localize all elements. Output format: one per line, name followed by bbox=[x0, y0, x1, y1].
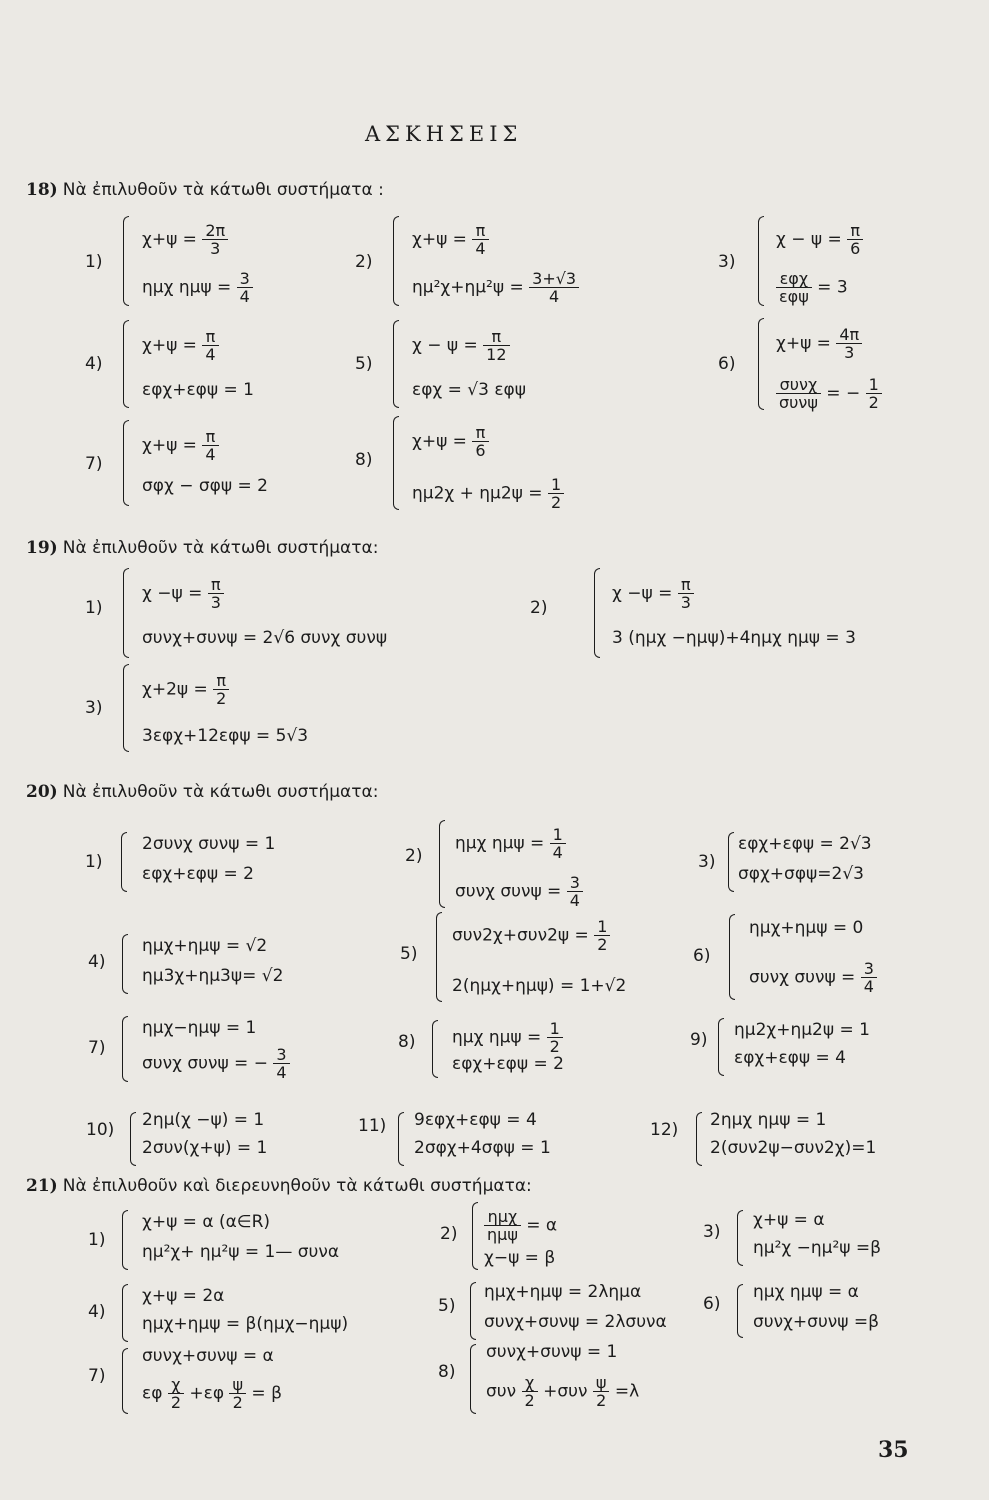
brace bbox=[393, 416, 399, 510]
equation-2: 3εφχ+12εφψ = 5√3 bbox=[142, 726, 309, 746]
equation-2: εφχ+εφψ = 2 bbox=[452, 1054, 564, 1074]
equation-1: χ+ψ = $\frac{\pi}{6}$ bbox=[412, 424, 489, 459]
equation-2: συν $\frac{\chi}{2}$ +συν $\frac{\psi}{2}$ =λ bbox=[486, 1373, 640, 1410]
equation-2: συνχ συνψ = $\frac{3}{4}$ bbox=[455, 874, 583, 909]
system-label: 8) bbox=[398, 1032, 416, 1052]
equation-2: ημχ+ημψ = β(ημχ−ημψ) bbox=[142, 1314, 349, 1334]
equation-2: 2συν(χ+ψ) = 1 bbox=[142, 1138, 268, 1158]
equation-2: ημ²χ+ημ²ψ = $\frac{3+√3}{4}$ bbox=[412, 270, 579, 305]
equation-1: συνχ+συνψ = α bbox=[142, 1346, 274, 1366]
page-number: 35 bbox=[878, 1437, 909, 1463]
system-label: 1) bbox=[85, 252, 103, 272]
equation-1: 2ημχ ημψ = 1 bbox=[710, 1110, 827, 1130]
brace bbox=[737, 1210, 743, 1266]
brace bbox=[123, 216, 129, 306]
equation-2: εφχ+εφψ = 1 bbox=[142, 380, 254, 400]
brace bbox=[696, 1112, 702, 1166]
exercise-20-heading bbox=[26, 782, 378, 802]
brace bbox=[718, 1018, 724, 1076]
equation-2: 2(συν2ψ−συν2χ)=1 bbox=[710, 1138, 877, 1158]
system-label: 6) bbox=[703, 1294, 721, 1314]
equation-1: χ −ψ = $\frac{\pi}{3}$ bbox=[612, 576, 694, 611]
equation-1: χ+ψ = α (α∈R) bbox=[142, 1212, 271, 1232]
equation-2: ημ²χ+ ημ²ψ = 1— συνα bbox=[142, 1242, 340, 1262]
brace bbox=[398, 1112, 404, 1166]
brace bbox=[728, 832, 734, 892]
system-label: 2) bbox=[355, 252, 373, 272]
system-label: 3) bbox=[703, 1222, 721, 1242]
system-label: 12) bbox=[650, 1120, 679, 1140]
system-label: 10) bbox=[86, 1120, 115, 1140]
brace bbox=[594, 568, 600, 658]
equation-1: χ+ψ = $\frac{\pi}{4}$ bbox=[142, 428, 219, 463]
equation-1: χ+ψ = $\frac{4\pi}{3}$ bbox=[776, 326, 862, 361]
equation-2: σφχ+σφψ=2√3 bbox=[738, 864, 864, 884]
brace bbox=[432, 1020, 438, 1078]
exercise-instruction: Νὰ ἐπιλυθοῦν τὰ κάτωθι συστήματα: bbox=[62, 782, 379, 802]
brace bbox=[758, 216, 764, 306]
equation-2: εφχ = √3 εφψ bbox=[412, 380, 526, 400]
exercise-number: 18) bbox=[26, 180, 58, 200]
system-label: 4) bbox=[85, 354, 103, 374]
system-label: 6) bbox=[693, 946, 711, 966]
equation-1: ημχ+ημψ = √2 bbox=[142, 936, 268, 956]
equation-1: ημχ ημψ = $\frac{1}{4}$ bbox=[455, 826, 566, 861]
equation-1: χ+2ψ = $\frac{\pi}{2}$ bbox=[142, 672, 229, 707]
equation-2: $\frac{\text{εφχ}}{\text{εφψ}}$ = 3 bbox=[776, 270, 848, 305]
brace bbox=[472, 1202, 478, 1270]
system-label: 1) bbox=[85, 598, 103, 618]
equation-2: $\frac{\text{συνχ}}{\text{συνψ}}$ = − $\frac{1}{2}$ bbox=[776, 376, 882, 411]
system-label: 1) bbox=[88, 1230, 106, 1250]
system-label: 7) bbox=[88, 1366, 106, 1386]
equation-1: χ+ψ = $\frac{\pi}{4}$ bbox=[412, 222, 489, 257]
system-label: 2) bbox=[405, 846, 423, 866]
exercise-instruction: Νὰ ἐπιλυθοῦν τὰ κάτωθι συστήματα: bbox=[62, 538, 379, 558]
exercise-instruction: Νὰ ἐπιλυθοῦν καὶ διερευνηθοῦν τὰ κάτωθι συστήματα: bbox=[62, 1176, 532, 1196]
equation-1: ημχ ημψ = α bbox=[753, 1282, 859, 1302]
equation-1: χ+ψ = $\frac{2\pi}{3}$ bbox=[142, 222, 228, 257]
equation-1: 2ημ(χ −ψ) = 1 bbox=[142, 1110, 265, 1130]
system-label: 3) bbox=[718, 252, 736, 272]
exercise-number: 19) bbox=[26, 538, 58, 558]
brace bbox=[436, 912, 442, 1002]
brace bbox=[123, 568, 129, 658]
equation-2: συνχ+συνψ =β bbox=[753, 1312, 879, 1332]
system-label: 5) bbox=[438, 1296, 456, 1316]
equation-1: χ − ψ = $\frac{\pi}{6}$ bbox=[776, 222, 863, 257]
exercise-19-heading bbox=[26, 538, 378, 558]
system-label: 6) bbox=[718, 354, 736, 374]
system-label: 9) bbox=[690, 1030, 708, 1050]
equation-2: σφχ − σφψ = 2 bbox=[142, 476, 268, 496]
brace bbox=[758, 318, 764, 410]
brace bbox=[470, 1344, 476, 1414]
equation-1: ημχ+ημψ = 0 bbox=[749, 918, 864, 938]
brace bbox=[130, 1112, 136, 1166]
exercise-instruction: Νὰ ἐπιλυθοῦν τὰ κάτωθι συστήματα : bbox=[62, 180, 384, 200]
brace bbox=[729, 914, 735, 1000]
equation-1: 9εφχ+εφψ = 4 bbox=[414, 1110, 537, 1130]
equation-2: εφ $\frac{\chi}{2}$ +εφ $\frac{\psi}{2}$ = β bbox=[142, 1375, 282, 1412]
system-label: 5) bbox=[355, 354, 373, 374]
brace bbox=[122, 934, 128, 994]
equation-1: ημχ−ημψ = 1 bbox=[142, 1018, 257, 1038]
brace bbox=[122, 1348, 128, 1414]
equation-1: χ+ψ = 2α bbox=[142, 1286, 225, 1306]
brace bbox=[470, 1282, 476, 1340]
equation-2: εφχ+εφψ = 2 bbox=[142, 864, 254, 884]
equation-2: 3 (ημχ −ημψ)+4ημχ ημψ = 3 bbox=[612, 628, 856, 648]
equation-2: συνχ+συνψ = 2√6 συνχ συνψ bbox=[142, 628, 388, 648]
exercise-21-heading bbox=[26, 1176, 532, 1196]
system-label: 7) bbox=[88, 1038, 106, 1058]
equation-2: ημ2χ + ημ2ψ = $\frac{1}{2}$ bbox=[412, 476, 564, 511]
brace bbox=[393, 216, 399, 306]
equation-1: συν2χ+συν2ψ = $\frac{1}{2}$ bbox=[452, 918, 610, 953]
brace bbox=[122, 1210, 128, 1270]
exercise-number: 20) bbox=[26, 782, 58, 802]
equation-2: 2(ημχ+ημψ) = 1+√2 bbox=[452, 976, 627, 996]
equation-1: συνχ+συνψ = 1 bbox=[486, 1342, 618, 1362]
system-label: 5) bbox=[400, 944, 418, 964]
brace bbox=[393, 320, 399, 408]
exercise-18-heading bbox=[26, 180, 384, 200]
equation-1: χ − ψ = $\frac{\pi}{12}$ bbox=[412, 328, 510, 363]
equation-2: εφχ+εφψ = 4 bbox=[734, 1048, 846, 1068]
system-label: 7) bbox=[85, 454, 103, 474]
brace bbox=[122, 1284, 128, 1342]
system-label: 2) bbox=[440, 1224, 458, 1244]
system-label: 1) bbox=[85, 852, 103, 872]
equation-1: $\frac{\text{ημχ}}{\text{ημψ}}$ = α bbox=[484, 1208, 557, 1243]
brace bbox=[439, 820, 445, 908]
equation-2: ημχ ημψ = $\frac{3}{4}$ bbox=[142, 270, 253, 305]
equation-2: συνχ συνψ = − $\frac{3}{4}$ bbox=[142, 1046, 290, 1081]
equation-1: χ+ψ = α bbox=[753, 1210, 825, 1230]
equation-1: χ+ψ = $\frac{\pi}{4}$ bbox=[142, 328, 219, 363]
equation-1: 2συνχ συνψ = 1 bbox=[142, 834, 276, 854]
equation-1: ημ2χ+ημ2ψ = 1 bbox=[734, 1020, 870, 1040]
system-label: 2) bbox=[530, 598, 548, 618]
equation-2: χ−ψ = β bbox=[484, 1248, 556, 1268]
system-label: 8) bbox=[355, 450, 373, 470]
equation-1: εφχ+εφψ = 2√3 bbox=[738, 834, 872, 854]
equation-1: ημχ+ημψ = 2λημα bbox=[484, 1282, 642, 1302]
system-label: 8) bbox=[438, 1362, 456, 1382]
equation-2: ημ3χ+ημ3ψ= √2 bbox=[142, 966, 284, 986]
equation-2: 2σφχ+4σφψ = 1 bbox=[414, 1138, 551, 1158]
exercise-number: 21) bbox=[26, 1176, 58, 1196]
equation-2: συνχ συνψ = $\frac{3}{4}$ bbox=[749, 960, 877, 995]
brace bbox=[123, 420, 129, 506]
system-label: 3) bbox=[698, 852, 716, 872]
equation-1: ημχ ημψ = $\frac{1}{2}$ bbox=[452, 1020, 563, 1055]
system-label: 11) bbox=[358, 1116, 387, 1136]
brace bbox=[122, 1016, 128, 1082]
brace bbox=[123, 664, 129, 752]
brace bbox=[123, 320, 129, 408]
equation-2: συνχ+συνψ = 2λσυνα bbox=[484, 1312, 667, 1332]
system-label: 4) bbox=[88, 952, 106, 972]
equation-2: ημ²χ −ημ²ψ =β bbox=[753, 1238, 881, 1258]
equation-1: χ −ψ = $\frac{\pi}{3}$ bbox=[142, 576, 224, 611]
brace bbox=[121, 832, 127, 892]
brace bbox=[737, 1284, 743, 1338]
system-label: 4) bbox=[88, 1302, 106, 1322]
system-label: 3) bbox=[85, 698, 103, 718]
page-title: ΑΣΚΗΣΕΙΣ bbox=[365, 122, 523, 146]
